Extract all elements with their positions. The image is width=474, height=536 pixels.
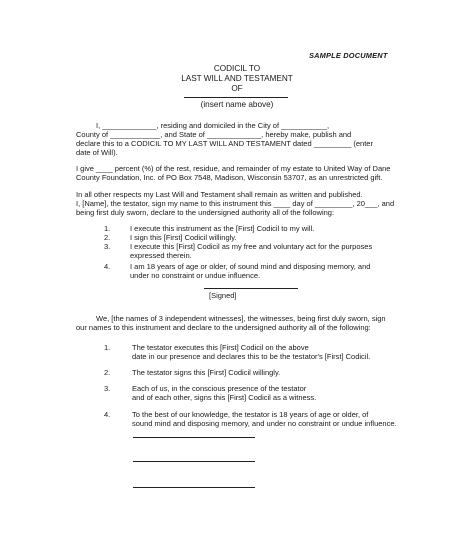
witness-item-4-text: To the best of our knowledge, the testator is 18 years of age or older, of: [132, 410, 369, 419]
intro-line-1: I, _____________, residing and domiciled in the City of ___________,: [96, 121, 330, 130]
witness-item-1-text-continued: date in our presence and declares this to be the testator's [First] Codicil.: [132, 352, 371, 361]
witness-item-3-text: Each of us, in the conscious presence of the testator: [132, 384, 307, 393]
witness-signature-line-2[interactable]: [133, 461, 255, 462]
testator-item-4-number: 4.: [104, 262, 111, 271]
witnesses-line-1: We, [the names of 3 independent witnesses], the witnesses, being first duly sworn, sign: [96, 314, 386, 323]
respects-line-1: In all other respects my Last Will and Testament shall remain as written and published.: [76, 190, 363, 199]
title-line-2: LAST WILL AND TESTAMENT: [181, 74, 293, 83]
testator-item-3-text-continued: expressed therein.: [130, 251, 192, 260]
gift-line-1: I give ____ percent (%) of the rest, residue, and remainder of my estate to United Way of Dane: [76, 164, 391, 173]
sample-document-label: SAMPLE DOCUMENT: [309, 51, 388, 60]
title-line-1: CODICIL TO: [213, 64, 261, 73]
testator-item-4-text: I am 18 years of age or older, of sound mind and disposing memory, and: [130, 262, 371, 271]
signed-label: [Signed]: [209, 291, 237, 300]
testator-signature-line[interactable]: [204, 288, 298, 289]
testator-item-3-text: I execute this [First] Codicil as my free and voluntary act for the purposes: [130, 242, 373, 251]
testator-item-2-text: I sign this [First] Codicil willingly.: [130, 233, 237, 242]
testator-item-3-number: 3.: [104, 242, 111, 251]
intro-line-4: date of Will).: [76, 148, 118, 157]
testator-item-1-text: I execute this instrument as the [First] Codicil to my will.: [130, 224, 315, 233]
intro-line-2: County of ____________, and State of _____________, hereby make, publish and: [76, 130, 352, 139]
witness-item-3-number: 3.: [104, 384, 111, 393]
respects-line-3: being first duly sworn, declare to the undersigned authority all of the following:: [76, 208, 335, 217]
witness-signature-line-3[interactable]: [133, 487, 255, 488]
gift-line-2: County Foundation, Inc. of PO Box 7548, Madison, Wisconsin 53707, as an unrestricted gift.: [76, 173, 383, 182]
respects-line-2: I, [Name], the testator, sign my name to this instrument this ____ day of _________, 20___, and: [76, 199, 395, 208]
witness-item-4-text-continued: sound mind and disposing memory, and under no constraint or undue influence.: [132, 419, 397, 428]
title-line-3: OF: [231, 84, 243, 93]
name-underline: [184, 97, 288, 98]
intro-line-3: declare this to a CODICIL TO MY LAST WILL AND TESTAMENT dated _________ (enter: [76, 139, 373, 148]
witnesses-line-2: our names to this instrument and declare to the undersigned authority all of the following:: [76, 323, 371, 332]
testator-item-4-text-continued: under no constraint or undue influence.: [130, 271, 261, 280]
witness-item-3-text-continued: and of each other, signs this [First] Codicil as a witness.: [132, 393, 317, 402]
testator-item-2-number: 2.: [104, 233, 111, 242]
witness-item-2-text: The testator signs this [First] Codicil willingly.: [132, 368, 281, 377]
witness-item-4-number: 4.: [104, 410, 111, 419]
witness-signature-line-1[interactable]: [133, 437, 255, 438]
testator-item-1-number: 1.: [104, 224, 111, 233]
witness-item-2-number: 2.: [104, 368, 111, 377]
name-hint: (insert name above): [200, 100, 274, 109]
witness-item-1-number: 1.: [104, 343, 111, 352]
witness-item-1-text: The testator executes this [First] Codicil on the above: [132, 343, 309, 352]
